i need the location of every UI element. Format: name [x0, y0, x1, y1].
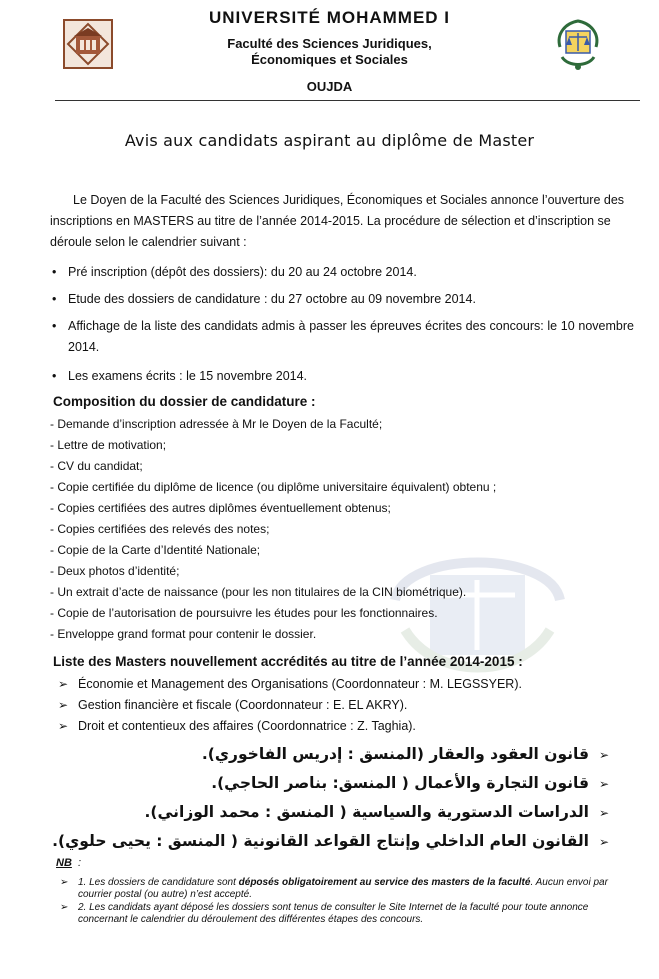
- arrowhead-icon: ➢: [60, 902, 69, 913]
- faculty-line-1: Faculté des Sciences Juridiques,: [227, 36, 432, 51]
- master-item: ➢ Économie et Management des Organisations (Coordonnateur : M. LEGSSYER).: [58, 674, 522, 694]
- arrowhead-icon: ➢: [60, 877, 69, 888]
- intro-line-3: déroule selon le calendrier suivant :: [50, 235, 247, 249]
- list-item: - Un extrait d’acte de naissance (pour les non titulaires de la CIN biométrique).: [50, 585, 467, 599]
- arrowhead-icon: ➢: [58, 677, 69, 691]
- list-item: - Copie de la Carte d’Identité Nationale;: [50, 543, 261, 557]
- masters-heading: Liste des Masters nouvellement accrédités au titre de l’année 2014-2015 :: [53, 654, 523, 669]
- list-item: - CV du candidat;: [50, 459, 143, 473]
- nb-colon: :: [78, 857, 82, 869]
- list-item: - Deux photos d’identité;: [50, 564, 180, 578]
- faculty-name: [0, 36, 659, 68]
- calendar-item: • Affichage de la liste des candidats admis à passer les épreuves écrites des concours: le 10 novembre 2014.: [50, 316, 634, 358]
- list-item: - Copie de l’autorisation de poursuivre les études pour les fonctionnaires.: [50, 606, 438, 620]
- master-item: ➢ Gestion financière et fiscale (Coordonnateur : E. EL AKRY).: [58, 695, 407, 715]
- university-name: UNIVERSITÉ MOHAMMED I: [208, 8, 451, 27]
- city-name: OUJDA: [306, 79, 353, 94]
- bullet-dot-icon: •: [52, 319, 57, 333]
- master-item: ➢ Droit et contentieux des affaires (Coordonnatrice : Z. Taghia).: [58, 716, 416, 736]
- composition-heading: Composition du dossier de candidature :: [53, 394, 316, 409]
- master-item-arabic: ➢القانون العام الداخلي وإنتاج القواعد القانونية ( المنسق : يحيى حلوي).: [52, 832, 609, 850]
- calendar-item: • Les examens écrits : le 15 novembre 2014.: [50, 366, 634, 387]
- arrowhead-icon: ➢: [598, 777, 609, 791]
- bullet-dot-icon: •: [52, 292, 57, 306]
- list-item: - Copies certifiées des autres diplômes éventuellement obtenus;: [50, 501, 391, 515]
- arrowhead-icon: ➢: [58, 698, 69, 712]
- bullet-dot-icon: •: [52, 369, 57, 383]
- nb-label: NB: [56, 857, 72, 869]
- bullet-dot-icon: •: [52, 265, 57, 279]
- list-item: - Lettre de motivation;: [50, 438, 167, 452]
- calendar-item: • Pré inscription (dépôt des dossiers): du 20 au 24 octobre 2014.: [50, 262, 634, 283]
- header-divider: [55, 100, 640, 101]
- nb-item: ➢ 1. Les dossiers de candidature sont déposés obligatoirement au service des masters de la faculté. Aucun envoi par courrier postal (ou autre) n’est accepté.: [60, 877, 608, 900]
- arrowhead-icon: ➢: [598, 748, 609, 762]
- notice-title: Avis aux candidats aspirant au diplôme de Master: [124, 131, 535, 150]
- faculty-line-2: Économiques et Sociales: [251, 52, 408, 67]
- master-item-arabic: ➢قانون العقود والعقار (المنسق : إدريس الفاخوري).: [201, 745, 609, 763]
- list-item: - Copies certifiées des relevés des notes;: [50, 522, 270, 536]
- arrowhead-icon: ➢: [58, 719, 69, 733]
- master-item-arabic: ➢الدراسات الدستورية والسياسية ( المنسق : محمد الوزاني).: [144, 803, 609, 821]
- composition-list: [50, 414, 496, 645]
- calendar-item: • Etude des dossiers de candidature : du 27 octobre au 09 novembre 2014.: [50, 289, 634, 310]
- nb-item: ➢ 2. Les candidats ayant déposé les dossiers sont tenus de consulter le Site Internet de la faculté pour toute annonce concernant le calendrier du déroulement des différentes étapes des concours.: [60, 902, 589, 925]
- intro-paragraph: [50, 190, 634, 253]
- arrowhead-icon: ➢: [598, 806, 609, 820]
- intro-line-1: Le Doyen de la Faculté des Sciences Juridiques, Économiques et Sociales annonce l’ouverture des: [73, 193, 625, 207]
- master-item-arabic: ➢قانون التجارة والأعمال ( المنسق: بناصر الحاجي).: [211, 774, 609, 792]
- list-item: - Demande d’inscription adressée à Mr le Doyen de la Faculté;: [50, 417, 383, 431]
- list-item: - Copie certifiée du diplôme de licence (ou diplôme universitaire équivalent) obtenu ;: [50, 480, 497, 494]
- arrowhead-icon: ➢: [598, 835, 609, 849]
- intro-line-2: inscriptions en MASTERS au titre de l’année 2014-2015. La procédure de sélection et d’inscription se: [50, 214, 611, 228]
- list-item: - Enveloppe grand format pour contenir le dossier.: [50, 627, 317, 641]
